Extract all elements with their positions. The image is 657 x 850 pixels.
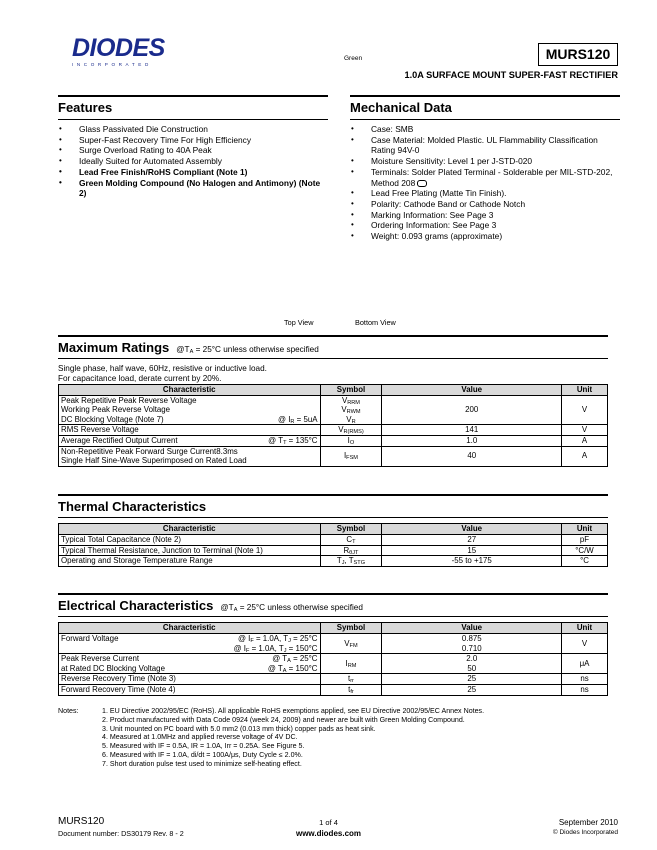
list-item: • Polarity: Cathode Band or Cathode Notch <box>350 199 620 210</box>
note-item: 5. Measured with IF = 0.5A, IR = 1.0A, Irr = 0.25A. See Figure 5. <box>102 742 305 751</box>
cell-unit: A <box>562 435 608 446</box>
maximum-ratings-rule <box>58 358 608 359</box>
table-row <box>59 446 608 466</box>
list-item: • Case: SMB <box>350 124 620 135</box>
ratings-intro-2: For capacitance load, derate current by 20%. <box>58 373 222 383</box>
electrical-section <box>58 593 608 696</box>
list-item: • Super-Fast Recovery Time For High Efficiency <box>58 135 328 146</box>
mechanical-list <box>350 124 620 242</box>
table-row <box>59 654 608 674</box>
section-title-text: Maximum Ratings <box>58 340 170 355</box>
cell-value: 15 <box>382 545 562 556</box>
cell-unit: V <box>562 425 608 436</box>
mechanical-rule <box>350 119 620 120</box>
table-row <box>59 684 608 695</box>
footer-website-link[interactable]: www.diodes.com <box>295 829 362 838</box>
cell-characteristic: Non-Repetitive Peak Forward Surge Current8.3ms Single Half Sine-Wave Superimposed on Rated Load <box>59 446 321 466</box>
col-header-unit: Unit <box>562 384 608 395</box>
features-rule <box>58 119 328 120</box>
col-header-symbol: Symbol <box>320 384 382 395</box>
table-row <box>59 395 608 425</box>
cell-characteristic: Typical Thermal Resistance, Junction to Terminal (Note 1) <box>59 545 321 556</box>
thermal-rule <box>58 517 608 518</box>
cell-symbol: $C_T$ <box>320 535 382 546</box>
cell-unit: ns <box>562 684 608 695</box>
thermal-table <box>58 523 608 567</box>
table-row <box>59 535 608 546</box>
table-row <box>59 634 608 654</box>
cell-value: 25 <box>382 684 562 695</box>
table-header-row <box>59 623 608 634</box>
cell-unit: ns <box>562 674 608 685</box>
table-header-row <box>59 524 608 535</box>
cell-value: -55 to +175 <box>382 556 562 567</box>
list-item: • Case Material: Molded Plastic. UL Flammability Classification Rating 94V-0 <box>350 135 620 156</box>
cell-characteristic: @ $T_T = 135^\circ C$ Average Rectified Output Current <box>59 435 321 446</box>
cell-symbol: $R_{\theta JT}$ <box>320 545 382 556</box>
cell-symbol: $I_{RM}$ <box>320 654 382 674</box>
cell-value: 2.0 50 <box>382 654 562 674</box>
features-title: Features <box>58 95 328 115</box>
features-section <box>58 95 328 199</box>
cell-characteristic: @ $T_A = 25^\circ C$ Peak Reverse Current @ $T_A = 150^\circ C$ at Rated DC Blocking Voltage <box>59 654 321 674</box>
cell-unit: V <box>562 634 608 654</box>
cell-characteristic: RMS Reverse Voltage <box>59 425 321 436</box>
table-row <box>59 674 608 685</box>
electrical-table <box>58 622 608 696</box>
col-header-unit: Unit <box>562 524 608 535</box>
footer-date: September 2010 <box>558 818 618 827</box>
product-subtitle: 1.0A SURFACE MOUNT SUPER-FAST RECTIFIER <box>404 70 618 80</box>
list-item: • Green Molding Compound (No Halogen and Antimony) (Note 2) <box>58 178 328 199</box>
thermal-title: Thermal Characteristics <box>58 494 608 514</box>
table-row <box>59 545 608 556</box>
footer-document-number: Document number: DS30179 Rev. 8 - 2 <box>58 829 184 838</box>
top-view-label: Top View <box>284 318 314 327</box>
cell-characteristic: Typical Total Capacitance (Note 2) <box>59 535 321 546</box>
maximum-ratings-section <box>58 335 608 467</box>
electrical-title <box>58 593 608 613</box>
cell-characteristic: Reverse Recovery Time (Note 3) <box>59 674 321 685</box>
list-item: • Marking Information: See Page 3 <box>350 210 620 221</box>
mechanical-title: Mechanical Data <box>350 95 620 115</box>
cell-unit: pF <box>562 535 608 546</box>
list-item: • Moisture Sensitivity: Level 1 per J-STD-020 <box>350 156 620 167</box>
list-item <box>350 167 620 188</box>
ratings-intro-1: Single phase, half wave, 60Hz, resistive or inductive load. <box>58 364 267 373</box>
mechanical-section <box>350 95 620 242</box>
logo-subtext: INCORPORATED <box>72 62 152 67</box>
cell-value: 200 <box>382 395 562 425</box>
green-tag: Green <box>344 55 363 62</box>
note-item: 2. Product manufactured with Data Code 0924 (week 24, 2009) and newer are built with Green Molding Compound. <box>102 715 465 724</box>
notes-label: Notes: <box>58 707 79 715</box>
list-item: • Lead Free Finish/RoHS Compliant (Note 1) <box>58 167 328 178</box>
maximum-ratings-title <box>58 335 608 355</box>
list-item: • Surge Overload Rating to 40A Peak <box>58 145 328 156</box>
cell-unit: °C/W <box>562 545 608 556</box>
part-number-box: MURS120 <box>538 43 618 66</box>
cell-value: 0.875 0.710 <box>382 634 562 654</box>
note-item: 7. Short duration pulse test used to minimize self-heating effect. <box>102 759 302 768</box>
note-item: 4. Measured at 1.0MHz and applied reverse voltage of 4V DC. <box>102 733 298 742</box>
cell-value: 40 <box>382 446 562 466</box>
table-row <box>59 425 608 436</box>
footer-part-number: MURS120 <box>58 816 105 827</box>
bottom-view-label: Bottom View <box>355 318 396 327</box>
col-header-value: Value <box>382 384 562 395</box>
cell-value: 141 <box>382 425 562 436</box>
section-condition: $@T_A = 25^\circ C$ unless otherwise specified <box>220 603 363 613</box>
cell-characteristic: @ $I_F = 1.0A$, $T_J = 25^\circ C$ Forward Voltage @ $I_F = 1.0A$, $T_J = 150^\circ C$ <box>59 634 321 654</box>
cell-symbol: $V_{RRM}$ $V_{RWM}$ $V_R$ <box>320 395 382 425</box>
list-item: • Ordering Information: See Page 3 <box>350 220 620 231</box>
maximum-ratings-table <box>58 384 608 467</box>
col-header-characteristic: Characteristic <box>59 384 321 395</box>
section-condition: $@T_A = 25^\circ C$ unless otherwise specified <box>176 345 319 355</box>
features-list <box>58 124 328 199</box>
thermal-section <box>58 494 608 567</box>
lead-free-icon <box>417 180 427 187</box>
col-header-value: Value <box>382 524 562 535</box>
logo-wordmark: DIODES <box>72 34 165 62</box>
list-item: • Lead Free Plating (Matte Tin Finish). <box>350 188 620 199</box>
cell-characteristic: Forward Recovery Time (Note 4) <box>59 684 321 695</box>
col-header-unit: Unit <box>562 623 608 634</box>
terminals-text: Terminals: Solder Plated Terminal - Solderable per MIL-STD-202, Method 208 <box>371 166 613 188</box>
footer-copyright: © Diodes Incorporated <box>552 829 618 836</box>
notes-list <box>102 707 608 769</box>
section-title-text: Electrical Characteristics <box>58 598 214 613</box>
col-header-symbol: Symbol <box>320 524 382 535</box>
cell-symbol: $t_{rr}$ <box>320 674 382 685</box>
diodes-logo <box>72 36 184 70</box>
list-item: • Weight: 0.093 grams (approximate) <box>350 231 620 242</box>
col-header-characteristic: Characteristic <box>59 524 321 535</box>
cell-unit: °C <box>562 556 608 567</box>
list-item: • Ideally Suited for Automated Assembly <box>58 156 328 167</box>
note-item: 1. EU Directive 2002/95/EC (RoHS). All applicable RoHS exemptions applied, see EU Directive 2002/95/EC Annex Notes. <box>102 707 485 715</box>
cell-unit: A <box>562 446 608 466</box>
cell-value: 1.0 <box>382 435 562 446</box>
electrical-rule <box>58 616 608 617</box>
cell-value: 27 <box>382 535 562 546</box>
col-header-symbol: Symbol <box>320 623 382 634</box>
col-header-characteristic: Characteristic <box>59 623 321 634</box>
cell-symbol: $t_{fr}$ <box>320 684 382 695</box>
cell-value: 25 <box>382 674 562 685</box>
table-row <box>59 556 608 567</box>
cell-unit: μA <box>562 654 608 674</box>
cell-symbol: $I_O$ <box>320 435 382 446</box>
cell-symbol: $V_{FM}$ <box>320 634 382 654</box>
footer-page-number: 1 of 4 <box>319 818 338 827</box>
cell-characteristic: Peak Repetitive Peak Reverse Voltage Working Peak Reverse Voltage @ $I_R = 5uA$ DC Blocking Voltage (Note 7) <box>59 395 321 425</box>
list-item: • Glass Passivated Die Construction <box>58 124 328 135</box>
cell-unit: V <box>562 395 608 425</box>
notes-section <box>58 707 608 769</box>
cell-symbol: $T_J$, $T_{STG}$ <box>320 556 382 567</box>
cell-symbol: $V_{R(RMS)}$ <box>320 425 382 436</box>
table-row <box>59 435 608 446</box>
cell-symbol: $I_{FSM}$ <box>320 446 382 466</box>
table-header-row <box>59 384 608 395</box>
note-item: 6. Measured with IF = 1.0A, di/dt = 100A/μs, Duty Cycle ≤ 2.0%. <box>102 750 303 759</box>
cell-characteristic: Operating and Storage Temperature Range <box>59 556 321 567</box>
note-item: 3. Unit mounted on PC board with 5.0 mm2 (0.013 mm thick) copper pads as heat sink. <box>102 724 376 733</box>
col-header-value: Value <box>382 623 562 634</box>
